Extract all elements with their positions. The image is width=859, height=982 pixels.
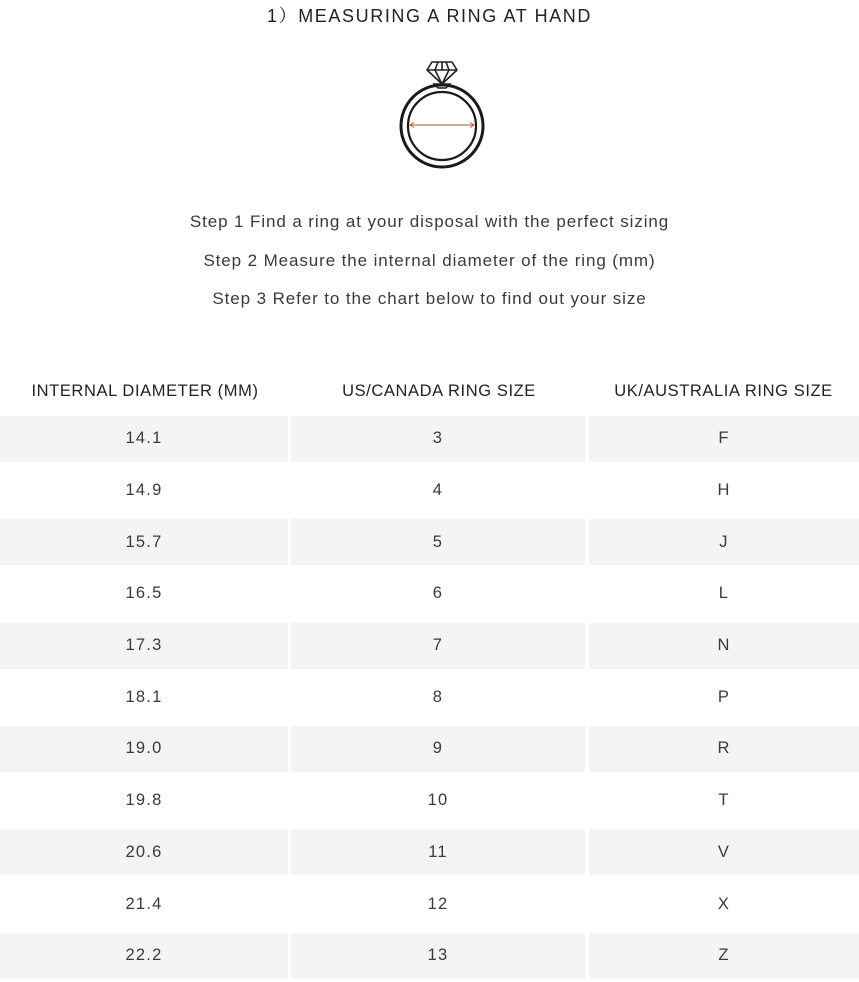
ring-band-inner <box>408 92 476 160</box>
diameter-cell: 20.6 <box>0 829 288 875</box>
column-header-us-canada-size: US/CANADA RING SIZE <box>342 381 536 400</box>
ring-band-outer <box>401 85 483 167</box>
table-row <box>0 723 859 775</box>
us-size-cell: 11 <box>291 829 585 875</box>
diameter-arrow <box>410 123 474 128</box>
column-header-uk-australia-size: UK/AUSTRALIA RING SIZE <box>614 381 833 400</box>
diameter-cell: 17.3 <box>0 623 288 669</box>
us-size-cell: 10 <box>427 791 449 810</box>
us-size-cell: 13 <box>291 933 585 979</box>
table-row <box>0 878 859 930</box>
us-size-cell: 6 <box>432 584 444 603</box>
table-header <box>0 372 859 410</box>
table-body <box>0 413 859 982</box>
step-3-text: Step 3 Refer to the chart below to find out your size <box>212 289 647 308</box>
uk-size-cell: P <box>717 687 731 706</box>
diameter-cell: 18.1 <box>125 687 163 706</box>
column-header-internal-diameter: INTERNAL DIAMETER (MM) <box>31 381 259 400</box>
diameter-cell: 14.1 <box>0 416 288 462</box>
table-row <box>0 620 859 672</box>
table-row <box>0 568 859 620</box>
uk-size-cell: V <box>589 829 859 875</box>
table-row <box>0 413 859 465</box>
diameter-cell: 14.9 <box>125 481 163 500</box>
diamond-ring-icon <box>394 58 490 170</box>
uk-size-cell: X <box>717 894 731 913</box>
diamond-icon <box>427 62 457 84</box>
ring-size-table <box>0 372 859 965</box>
uk-size-cell: L <box>718 584 730 603</box>
table-row <box>0 827 859 879</box>
table-row <box>0 775 859 827</box>
diameter-cell: 15.7 <box>0 519 288 565</box>
us-size-cell: 12 <box>427 894 449 913</box>
diameter-cell: 19.0 <box>0 726 288 772</box>
us-size-cell: 5 <box>291 519 585 565</box>
uk-size-cell: J <box>589 519 859 565</box>
us-size-cell: 3 <box>291 416 585 462</box>
diameter-cell: 19.8 <box>125 791 163 810</box>
us-size-cell: 9 <box>291 726 585 772</box>
us-size-cell: 4 <box>432 481 444 500</box>
uk-size-cell: Z <box>589 933 859 979</box>
instructions <box>0 203 859 319</box>
uk-size-cell: R <box>589 726 859 772</box>
uk-size-cell: H <box>717 481 731 500</box>
uk-size-cell: N <box>589 623 859 669</box>
step-2-text: Step 2 Measure the internal diameter of the ring (mm) <box>203 250 656 270</box>
diameter-cell: 16.5 <box>125 584 163 603</box>
table-row <box>0 465 859 517</box>
table-row <box>0 516 859 568</box>
page-title: 1）MEASURING A RING AT HAND <box>267 6 592 26</box>
us-size-cell: 8 <box>432 687 444 706</box>
uk-size-cell: F <box>589 416 859 462</box>
step-1-text: Step 1 Find a ring at your disposal with the perfect sizing <box>189 212 670 231</box>
diameter-cell: 21.4 <box>125 894 163 913</box>
table-row <box>0 671 859 723</box>
diameter-cell: 22.2 <box>0 933 288 979</box>
uk-size-cell: T <box>718 791 730 810</box>
us-size-cell: 7 <box>291 623 585 669</box>
